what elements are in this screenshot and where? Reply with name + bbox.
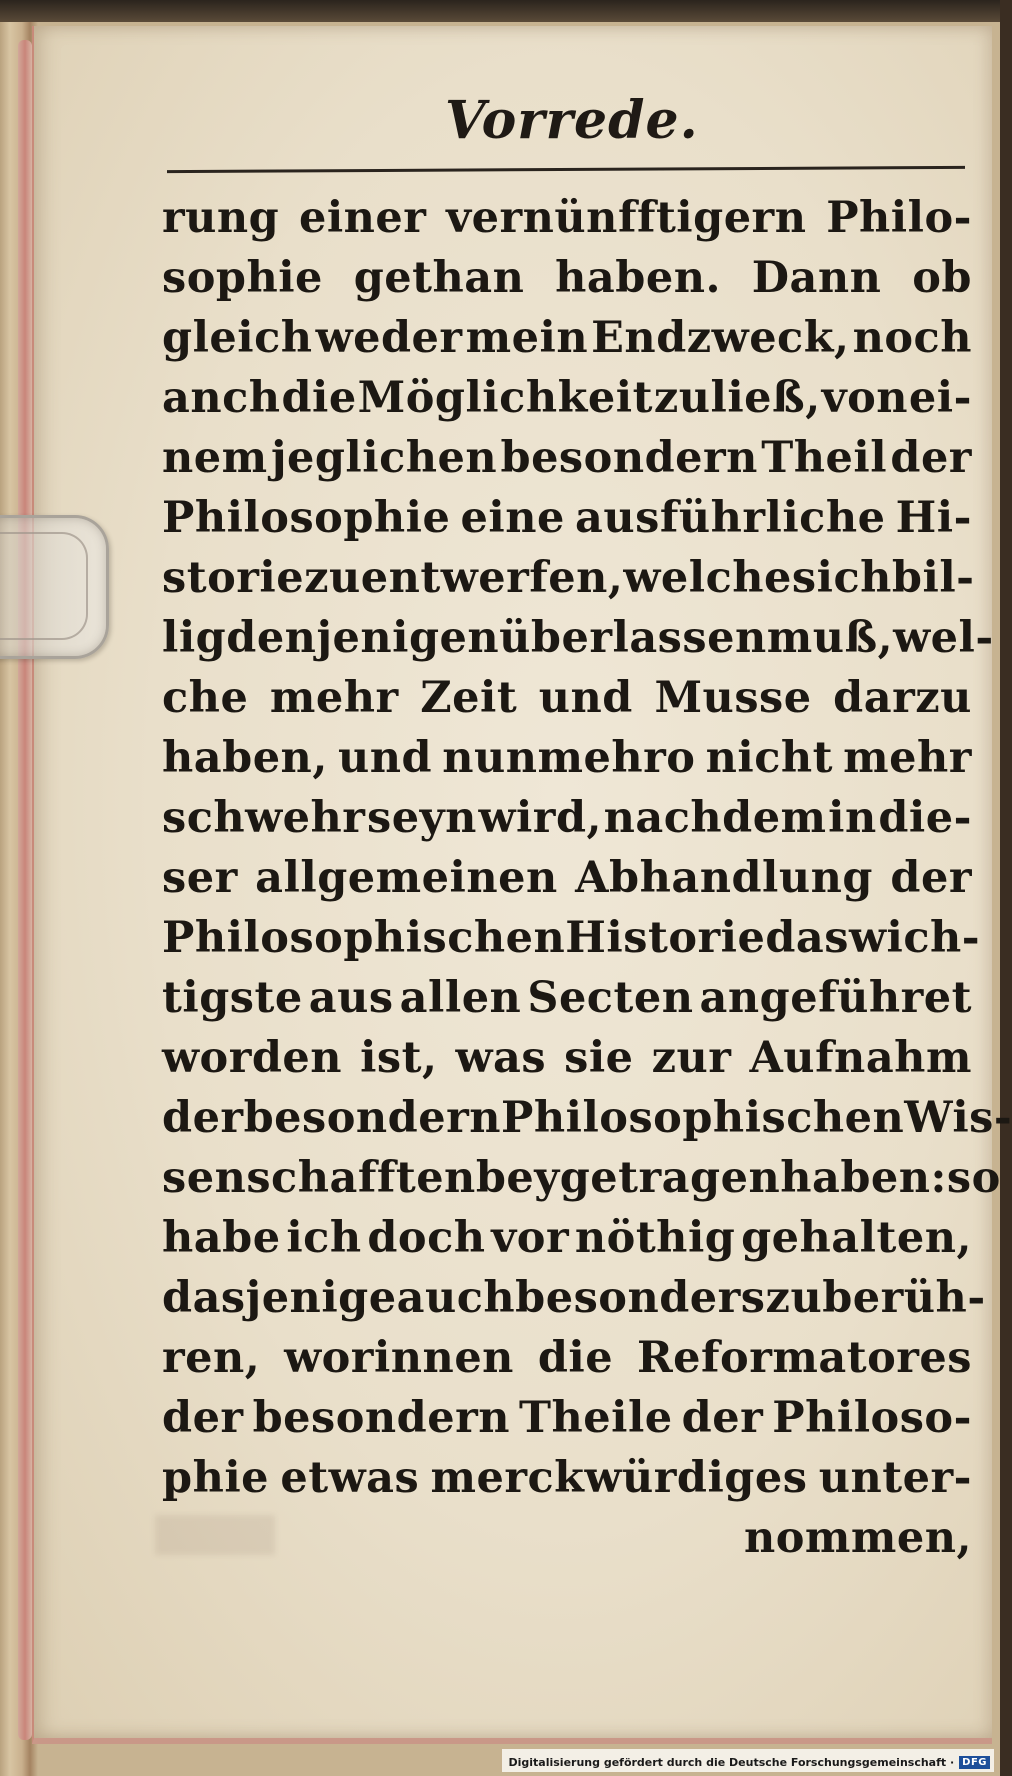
word: mehr — [269, 673, 399, 723]
word: muß, — [766, 613, 894, 663]
word: zuließ, — [653, 373, 821, 423]
word: doch — [367, 1213, 486, 1263]
word: Dann — [751, 253, 882, 303]
word: die — [537, 1333, 614, 1383]
word: sie — [564, 1033, 634, 1083]
text-line — [162, 428, 972, 488]
word: Philosophie — [162, 493, 451, 543]
word: Philoso- — [772, 1393, 972, 1443]
word: in — [828, 793, 877, 843]
word: entwerfen, — [360, 553, 624, 603]
text-line — [162, 1388, 972, 1448]
word: wird, — [478, 793, 602, 843]
word: und — [538, 673, 633, 723]
word: sophie — [162, 253, 323, 303]
text-line — [162, 608, 994, 668]
word: Musse — [654, 673, 812, 723]
word: denjenigen — [226, 613, 500, 663]
word: ist, — [360, 1033, 438, 1083]
word: eine — [460, 493, 565, 543]
word: che — [162, 673, 249, 723]
digitization-credit — [502, 1749, 994, 1772]
word: ausführliche — [575, 493, 886, 543]
text-line — [162, 908, 981, 968]
word: habe — [162, 1213, 281, 1263]
credit-text: Digitalisierung gefördert durch die Deutsche Forschungsgemeinschaft · — [508, 1755, 955, 1769]
word: allgemeinen — [255, 853, 558, 903]
page-clip — [0, 515, 109, 659]
text-line — [162, 188, 972, 248]
word: schwehr — [162, 793, 366, 843]
word: mehr — [843, 733, 972, 783]
word: noch — [852, 313, 972, 363]
word: Historie — [565, 913, 766, 963]
text-line — [162, 1028, 972, 1088]
word: gethan — [353, 253, 525, 303]
text-line-last — [162, 1508, 972, 1568]
word: einer — [298, 193, 427, 243]
word: phie — [162, 1453, 270, 1503]
page-clip-inner — [0, 532, 88, 640]
text-line — [162, 308, 972, 368]
word: Reformatores — [636, 1333, 972, 1383]
word: besondern — [252, 1393, 511, 1443]
word: besonders — [515, 1273, 766, 1323]
word: ser — [162, 853, 238, 903]
word: haben: — [780, 1153, 947, 1203]
word: Zeit — [420, 673, 518, 723]
text-line — [162, 1268, 986, 1328]
word: unter- — [818, 1453, 972, 1503]
text-line — [162, 548, 975, 608]
word: Philosophischen — [501, 1093, 905, 1143]
word: Theil — [761, 433, 888, 483]
word: worden — [162, 1033, 343, 1083]
word: Hi- — [895, 493, 972, 543]
word: anch — [162, 373, 281, 423]
word: beygetragen — [475, 1153, 781, 1203]
word: Abhandlung — [575, 853, 873, 903]
word: bil- — [891, 553, 975, 603]
word: nicht — [705, 733, 834, 783]
word: worinnen — [284, 1333, 514, 1383]
word: der — [890, 853, 972, 903]
word: gehalten, — [741, 1213, 972, 1263]
word: was — [455, 1033, 547, 1083]
dfg-logo: DFG — [959, 1756, 990, 1769]
word: berüh- — [822, 1273, 986, 1323]
word: wel- — [893, 613, 994, 663]
word: Secten — [527, 973, 694, 1023]
word: rung — [162, 193, 280, 243]
word: der — [162, 1393, 244, 1443]
text-line — [162, 248, 972, 308]
word: Philosophischen — [162, 913, 566, 963]
word: Philo- — [826, 193, 972, 243]
word: Möglichkeit — [357, 373, 653, 423]
text-line — [162, 668, 972, 728]
page-header: Vorrede. — [445, 90, 699, 151]
word: darzu — [833, 673, 972, 723]
word: der — [890, 433, 972, 483]
word: welches — [623, 553, 817, 603]
word: vor — [491, 1213, 570, 1263]
ink-bleed-through — [155, 1515, 275, 1555]
word: allen — [399, 973, 522, 1023]
word: die- — [878, 793, 972, 843]
word: dasjenige — [162, 1273, 397, 1323]
text-line — [162, 848, 972, 908]
word: besondern — [500, 433, 758, 483]
word: ich — [816, 553, 892, 603]
word: nachdem — [603, 793, 827, 843]
word: das — [765, 913, 849, 963]
word: gleich — [162, 313, 313, 363]
text-line — [162, 1208, 972, 1268]
word: ren, — [162, 1333, 261, 1383]
word: aus — [308, 973, 394, 1023]
text-block — [162, 188, 1012, 1568]
word: überlassen — [499, 613, 767, 663]
word: auch — [396, 1273, 516, 1323]
word: storie — [162, 553, 305, 603]
word: tigste — [162, 973, 303, 1023]
catchword: nommen, — [743, 1513, 972, 1563]
word: so — [946, 1153, 1001, 1203]
text-line — [162, 488, 972, 548]
word: der — [162, 1093, 244, 1143]
text-line — [162, 728, 972, 788]
word: merckwürdiges — [430, 1453, 808, 1503]
word: seyn — [367, 793, 477, 843]
word: ich — [286, 1213, 362, 1263]
text-line — [162, 1328, 972, 1388]
word: Wis- — [904, 1093, 1012, 1143]
word: mein — [465, 313, 589, 363]
red-page-edge — [18, 40, 32, 1740]
text-line — [162, 368, 972, 428]
text-line — [162, 1448, 972, 1508]
text-line — [162, 1148, 1001, 1208]
word: jeglichen — [270, 433, 498, 483]
word: Theile — [519, 1393, 673, 1443]
word: Endzweck, — [591, 313, 850, 363]
word: zu — [765, 1273, 823, 1323]
text-line — [162, 788, 972, 848]
word: zu — [304, 553, 361, 603]
word: haben, — [162, 733, 328, 783]
word: nunmehro — [442, 733, 696, 783]
word: lig — [162, 613, 227, 663]
word: nem — [162, 433, 268, 483]
word: ob — [912, 253, 972, 303]
word: etwas — [280, 1453, 420, 1503]
text-line — [162, 1088, 1012, 1148]
text-line — [162, 968, 972, 1028]
word: nöthig — [574, 1213, 736, 1263]
word: und — [337, 733, 433, 783]
word: zur — [651, 1033, 732, 1083]
book-cover-top — [0, 0, 1000, 22]
word: von — [821, 373, 909, 423]
word: Aufnahm — [749, 1033, 972, 1083]
word: ei- — [908, 373, 972, 423]
word: die — [281, 373, 357, 423]
word: haben. — [555, 253, 721, 303]
word: angeführet — [699, 973, 972, 1023]
word: senschafften — [162, 1153, 476, 1203]
word: vernünfftigern — [446, 193, 807, 243]
word: wich- — [848, 913, 981, 963]
word: weder — [315, 313, 463, 363]
word: der — [681, 1393, 764, 1443]
word: besondern — [243, 1093, 502, 1143]
